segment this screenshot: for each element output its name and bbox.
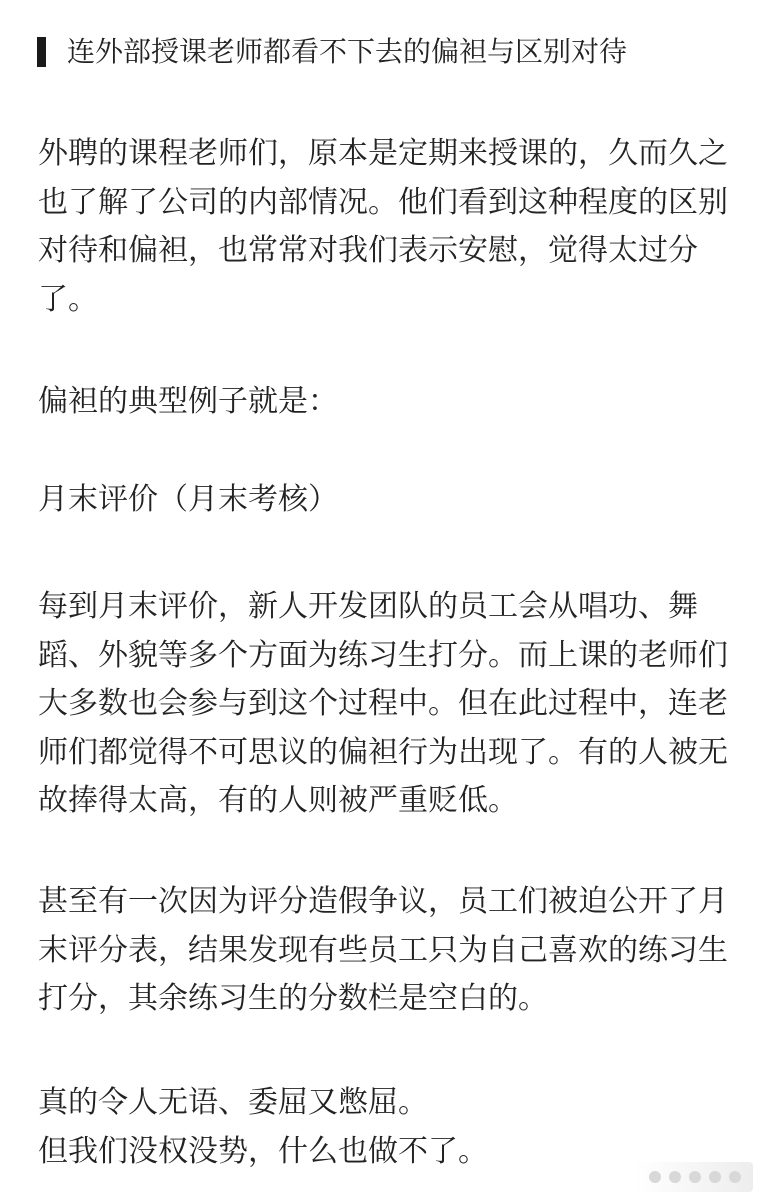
text-line: 外聘的课程老师们，原本是定期来授课的，久而久之 xyxy=(38,136,728,171)
watermark-dot xyxy=(729,1171,741,1183)
watermark-dot xyxy=(709,1171,721,1183)
text-line: 蹈、外貌等多个方面为练习生打分。而上课的老师们 xyxy=(38,637,728,673)
heading-accent-bar xyxy=(37,37,46,67)
section-heading xyxy=(37,30,627,74)
text-line: 末评分表，结果发现有些员工只为自己喜欢的练习生 xyxy=(38,932,728,968)
paragraph-teachers xyxy=(38,130,738,324)
text-line: 了。 xyxy=(38,281,98,317)
paragraph-score-sheet xyxy=(38,878,738,1024)
text-line: 真的令人无语、委屈又憋屈。 xyxy=(38,1085,428,1120)
text-line: 对待和偏袒，也常常对我们表示安慰，觉得太过分 xyxy=(38,233,698,268)
paragraph-subheading xyxy=(38,476,738,525)
text-line: 月末评价（月末考核） xyxy=(38,482,338,517)
paragraph-example-intro xyxy=(38,378,738,427)
text-line: 也了解了公司的内部情况。他们看到这种程度的区别 xyxy=(38,184,728,220)
text-line: 师们都觉得不可思议的偏袒行为出现了。有的人被无 xyxy=(38,734,728,770)
paragraph-monthly-evaluation xyxy=(38,583,738,826)
watermark-dot xyxy=(649,1171,661,1183)
watermark-dot xyxy=(669,1171,681,1183)
text-line: 故捧得太高，有的人则被严重贬低。 xyxy=(38,783,518,818)
heading-title: 连外部授课老师都看不下去的偏袒与区别对待 xyxy=(67,35,628,68)
text-line: 偏袒的典型例子就是： xyxy=(38,384,338,419)
paragraph-conclusion xyxy=(38,1079,738,1176)
watermark xyxy=(635,1162,753,1192)
text-line: 大多数也会参与到这个过程中。但在此过程中，连老 xyxy=(38,686,728,721)
text-line: 甚至有一次因为评分造假争议，员工们被迫公开了月 xyxy=(38,884,728,919)
text-line: 每到月末评价，新人开发团队的员工会从唱功、舞 xyxy=(38,589,698,624)
text-line: 但我们没权没势，什么也做不了。 xyxy=(38,1133,488,1169)
text-line: 打分，其余练习生的分数栏是空白的。 xyxy=(38,981,548,1016)
watermark-dot xyxy=(689,1171,701,1183)
